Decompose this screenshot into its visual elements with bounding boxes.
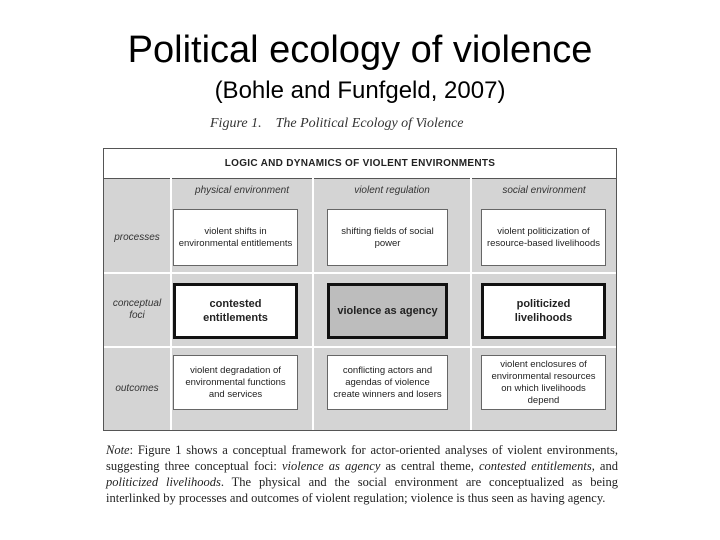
- row-header-processes: processes: [114, 232, 160, 243]
- cell-processes-social: violent politicization of resource-based livelihoods: [481, 209, 606, 266]
- separator-vertical: [170, 178, 172, 430]
- framework-diagram: [103, 148, 617, 431]
- cell-focus-politicized-livelihoods: politicized livelihoods: [481, 283, 606, 339]
- separator-horizontal: [104, 272, 616, 274]
- cell-outcomes-physical: violent degradation of environmental functions and services: [173, 355, 298, 410]
- separator-vertical: [312, 178, 314, 430]
- figure-note: [106, 442, 618, 506]
- note-emphasis: violence as agency: [281, 459, 381, 473]
- column-header-regulation: violent regulation: [354, 184, 430, 196]
- slide-title: Political ecology of violence: [127, 29, 593, 71]
- note-text: as central theme,: [380, 459, 479, 473]
- cell-outcomes-social: violent enclosures of environmental resources on which livelihoods depend: [481, 355, 606, 410]
- slide-subtitle: (Bohle and Funfgeld, 2007): [214, 77, 506, 104]
- separator-horizontal: [104, 346, 616, 348]
- row-header-conceptual-foci: conceptual foci: [112, 298, 162, 321]
- separator-vertical: [470, 178, 472, 430]
- note-label: Note: [106, 443, 130, 457]
- diagram-header: LOGIC AND DYNAMICS OF VIOLENT ENVIRONMENTS: [104, 149, 616, 179]
- cell-processes-regulation: shifting fields of social power: [327, 209, 448, 266]
- cell-focus-violence-as-agency: violence as agency: [327, 283, 448, 339]
- note-emphasis: politicized livelihoods: [106, 475, 221, 489]
- note-text: . The physical and the social environment are conceptualized as being interlinked by processes and outcomes of violent regulation; violence is thus seen as having agency.: [106, 475, 618, 505]
- column-header-physical: physical environment: [195, 184, 289, 196]
- note-text: , and: [591, 459, 618, 473]
- figure-caption: Figure 1. The Political Ecology of Violence: [210, 116, 464, 131]
- column-header-social: social environment: [502, 184, 586, 196]
- note-emphasis: contested entitlements: [478, 459, 592, 473]
- row-header-outcomes: outcomes: [115, 383, 159, 394]
- note-text: : Figure 1 shows a conceptual framework for actor-oriented analyses of violent environments, suggesting three conceptual foci:: [106, 443, 618, 473]
- cell-outcomes-regulation: conflicting actors and agendas of violence create winners and losers: [327, 355, 448, 410]
- cell-processes-physical: violent shifts in environmental entitlements: [173, 209, 298, 266]
- cell-focus-contested-entitlements: contested entitlements: [173, 283, 298, 339]
